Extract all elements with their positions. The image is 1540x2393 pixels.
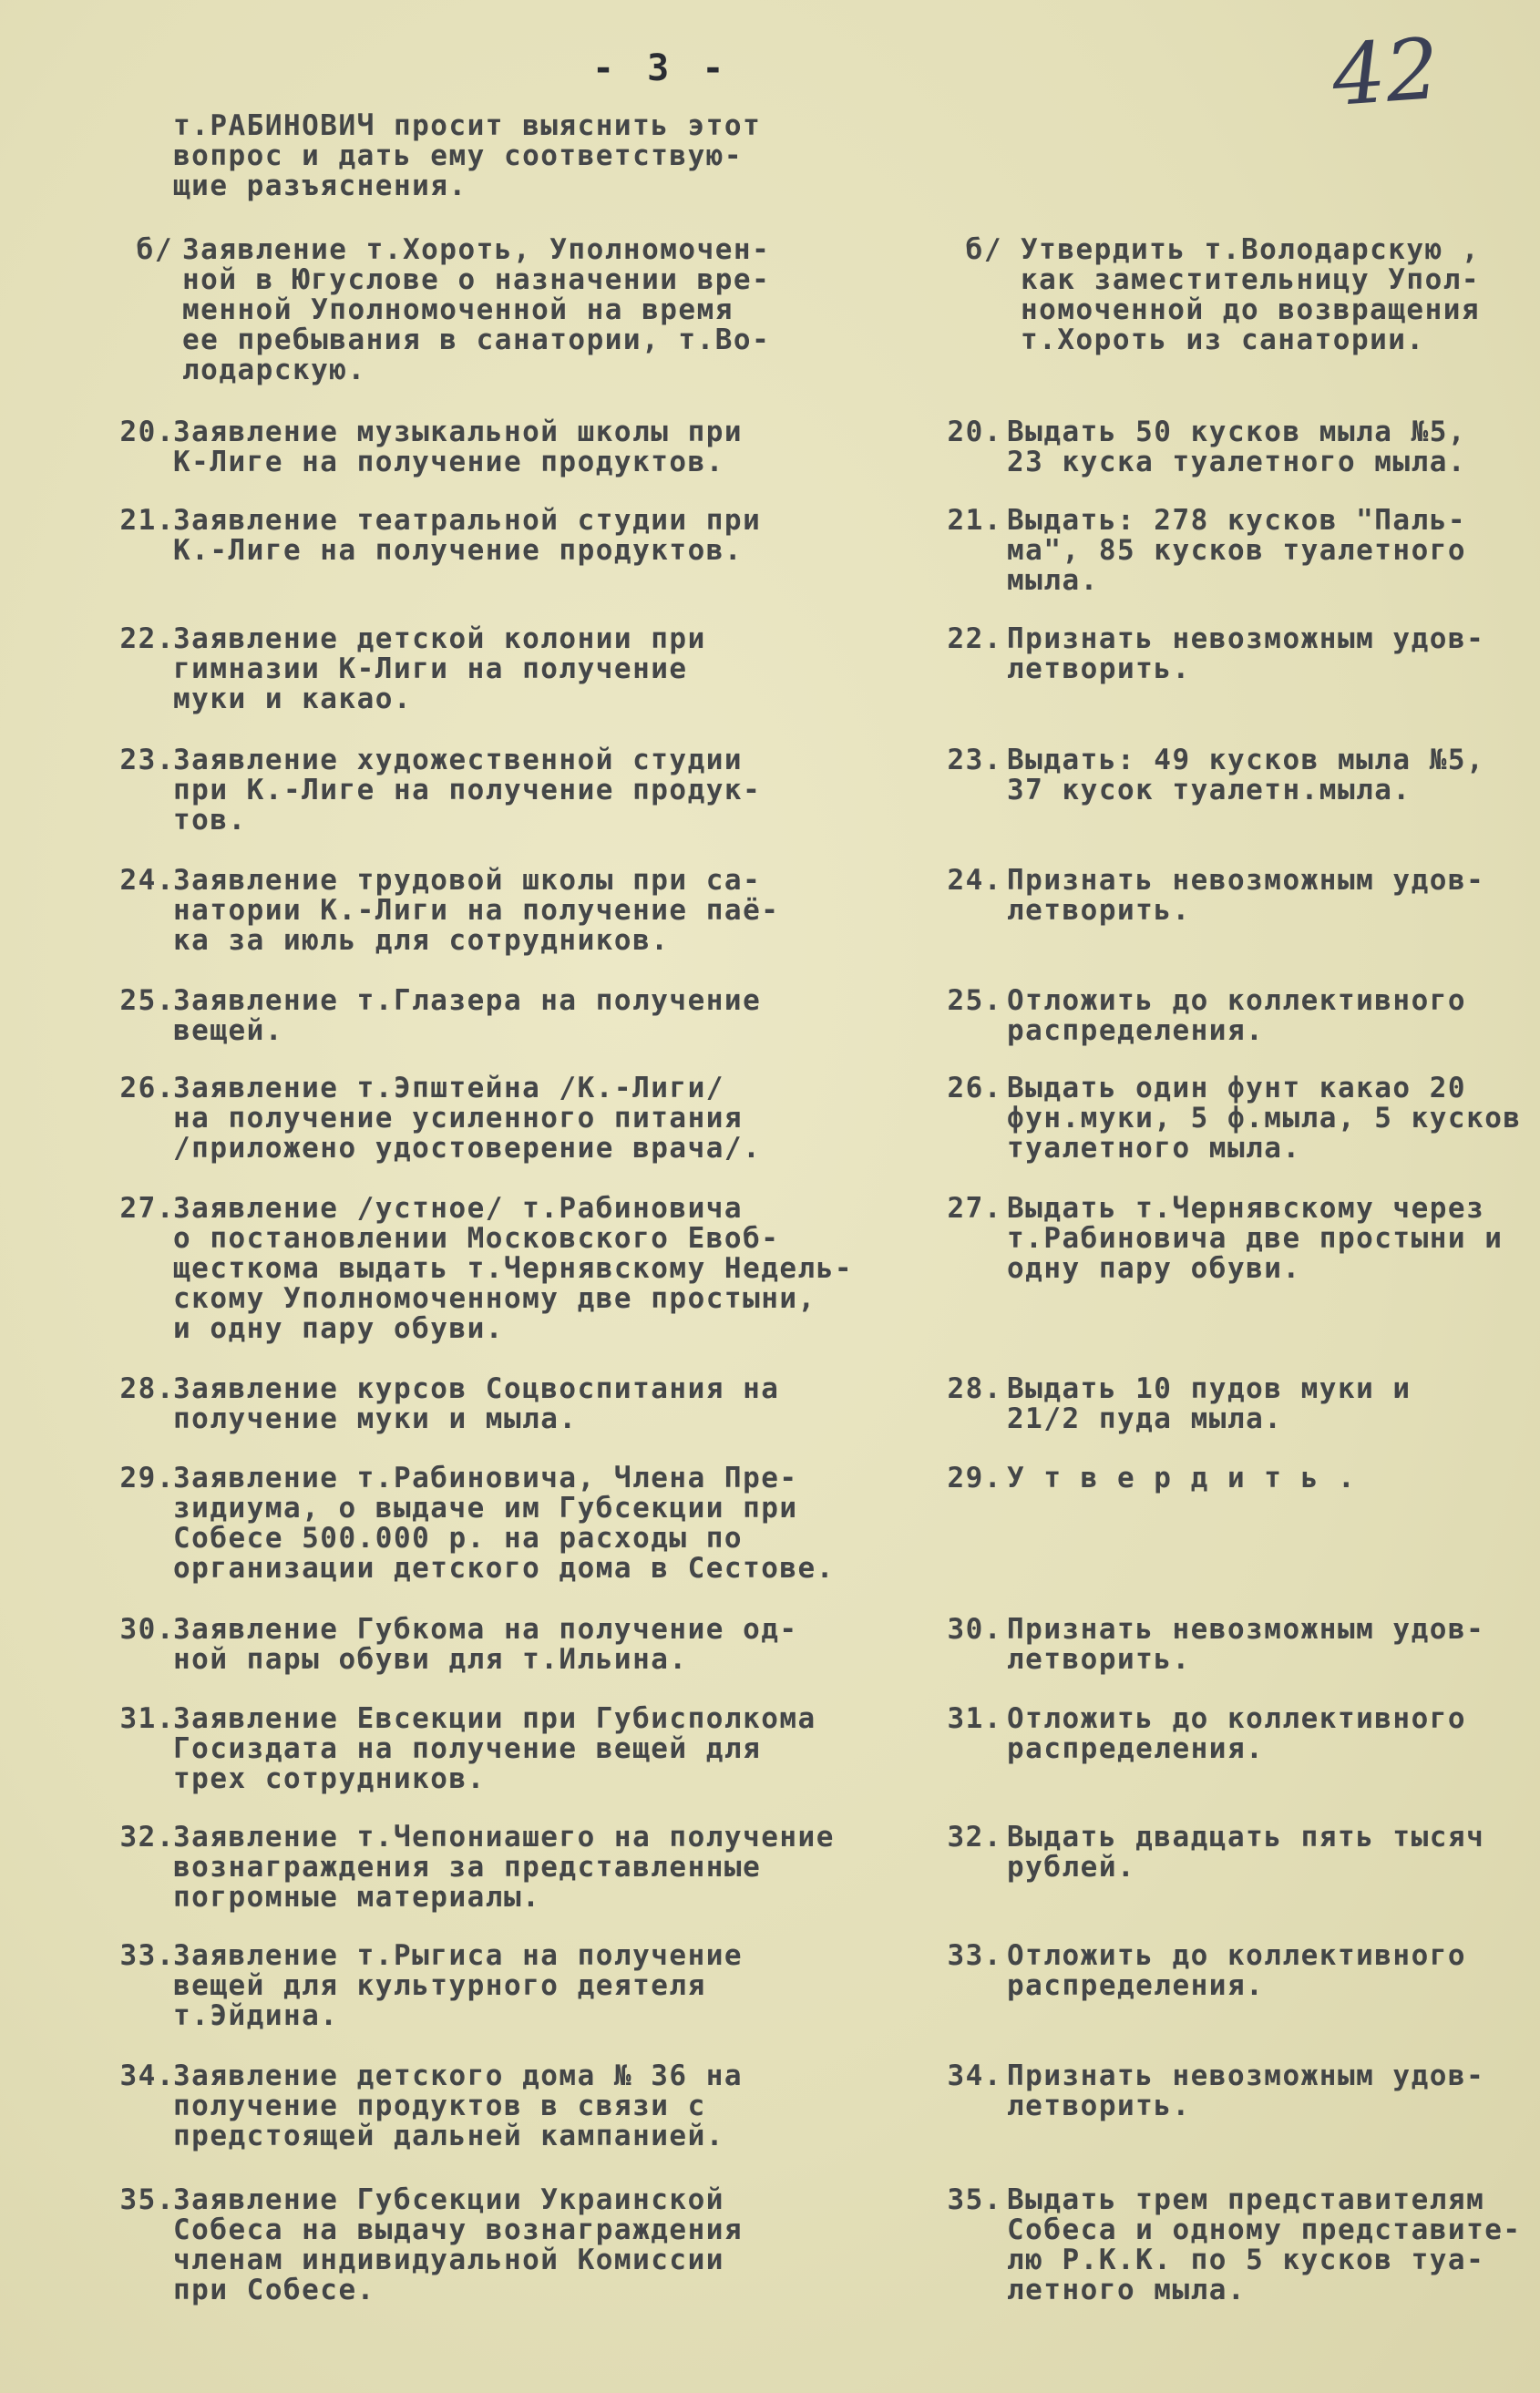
item-request: Заявление т.Глазера на получение вещей. — [173, 984, 762, 1047]
item-request: Заявление т.Хороть, Уполномочен- ной в Югуслове о назначении вре- менной Уполномоченной на время ее пребывания в санатории, т.Во- лодарскую. — [182, 233, 771, 386]
item-decision: Выдать т.Чернявскому через т.Рабиновича две простыни и одну пару обуви. — [1007, 1192, 1504, 1285]
item-number: 34. — [119, 2059, 175, 2092]
item-decision-number: б/ — [965, 233, 1002, 266]
item-request: Заявление Евсекции при Губисполкома Госиздата на получение вещей для трех сотрудников. — [173, 1702, 816, 1795]
item-request: Заявление трудовой школы при са- натории К.-Лиги на получение паё- ка за июль для сотрудников. — [173, 864, 780, 957]
item-number: 24. — [119, 864, 175, 897]
item-decision-number: 25. — [947, 984, 1002, 1017]
item-number: 31. — [119, 1702, 175, 1735]
item-decision: Отложить до коллективного распределения. — [1007, 1939, 1467, 2002]
item-decision: Утвердить т.Володарскую , как заместительницу Упол- номоченной до возвращения т.Хороть из санатории. — [1021, 233, 1481, 356]
item-decision: Выдать один фунт какао 20 фун.муки, 5 ф.мыла, 5 кусков туалетного мыла. — [1007, 1072, 1522, 1165]
item-request: Заявление Губкома на получение од- ной пары обуви для т.Ильина. — [173, 1613, 798, 1676]
item-number: 22. — [119, 622, 175, 655]
item-number: 33. — [119, 1939, 175, 1972]
item-decision: Признать невозможным удов- летворить. — [1007, 864, 1485, 927]
item-number: 25. — [119, 984, 175, 1017]
item-decision-number: 32. — [947, 1821, 1002, 1854]
item-number: 29. — [119, 1462, 175, 1494]
item-request: Заявление детского дома № 36 на получение продуктов в связи с предстоящей дальней кампанией. — [173, 2059, 744, 2152]
item-number: 26. — [119, 1072, 175, 1104]
item-decision-number: 28. — [947, 1372, 1002, 1405]
item-number: 28. — [119, 1372, 175, 1405]
item-decision-number: 33. — [947, 1939, 1002, 1972]
item-decision-number: 27. — [947, 1192, 1002, 1225]
item-request: Заявление т.Чепониашего на получение вознаграждения за представленные погромные материалы. — [173, 1821, 835, 1914]
item-request: Заявление детской колонии при гимназии К-Лиги на получение муки и какао. — [173, 622, 706, 715]
item-decision: Признать невозможным удов- летворить. — [1007, 622, 1485, 685]
item-decision-number: 21. — [947, 504, 1002, 537]
item-request: Заявление музыкальной школы при К-Лиге на получение продуктов. — [173, 416, 744, 478]
item-request: Заявление т.Эпштейна /К.-Лиги/ на получение усиленного питания /приложено удостоверение врача/. — [173, 1072, 762, 1165]
item-decision-number: 24. — [947, 864, 1002, 897]
page-number: - 3 - — [592, 47, 730, 89]
item-decision-number: 26. — [947, 1072, 1002, 1104]
item-decision: Выдать двадцать пять тысяч рублей. — [1007, 1821, 1485, 1884]
item-decision-number: 20. — [947, 416, 1002, 448]
item-decision: Выдать: 49 кусков мыла №5, 37 кусок туалетн.мыла. — [1007, 744, 1485, 806]
archive-number-handwritten: 42 — [1329, 20, 1442, 125]
item-request: Заявление Губсекции Украинской Собеса на выдачу вознаграждения членам индивидуальной Комиссии при Собесе. — [173, 2183, 744, 2306]
item-decision: Отложить до коллективного распределения. — [1007, 1702, 1467, 1765]
item-decision: Выдать 50 кусков мыла №5, 23 куска туалетного мыла. — [1007, 416, 1467, 478]
item-decision: Выдать 10 пудов муки и 21/2 пуда мыла. — [1007, 1372, 1412, 1435]
item-decision: Выдать: 278 кусков "Паль- ма", 85 кусков туалетного мыла. — [1007, 504, 1467, 597]
item-decision: Отложить до коллективного распределения. — [1007, 984, 1467, 1047]
item-number: 23. — [119, 744, 175, 776]
item-number: 21. — [119, 504, 175, 537]
item-request: Заявление т.Рабиновича, Члена Пре- зидиума, о выдаче им Губсекции при Собесе 500.000 р. на расходы по организации детского дома в Сестове. — [173, 1462, 835, 1585]
item-decision: Признать невозможным удов- летворить. — [1007, 2059, 1485, 2122]
item-number: 27. — [119, 1192, 175, 1225]
item-decision: Выдать трем представителям Собеса и одному представите- лю Р.К.К. по 5 кусков туа- летного мыла. — [1007, 2183, 1522, 2306]
item-request: Заявление художественной студии при К.-Лиге на получение продук- тов. — [173, 744, 762, 837]
item-number: б/ — [136, 233, 173, 266]
item-number: 30. — [119, 1613, 175, 1646]
item-request: Заявление /устное/ т.Рабиновича о постановлении Московского Евоб- щесткома выдать т.Чернявскому Недель- скому Уполномоченному две простыни, и одну пару обуви. — [173, 1192, 854, 1345]
item-decision: Признать невозможным удов- летворить. — [1007, 1613, 1485, 1676]
intro-paragraph: т.РАБИНОВИЧ просит выяснить этот вопрос и дать ему соответствую- щие разъяснения. — [173, 109, 762, 202]
item-decision-number: 35. — [947, 2183, 1002, 2216]
item-number: 20. — [119, 416, 175, 448]
item-decision-number: 22. — [947, 622, 1002, 655]
item-number: 35. — [119, 2183, 175, 2216]
item-number: 32. — [119, 1821, 175, 1854]
item-decision-number: 31. — [947, 1702, 1002, 1735]
item-decision-number: 29. — [947, 1462, 1002, 1494]
item-decision-number: 23. — [947, 744, 1002, 776]
item-decision-number: 30. — [947, 1613, 1002, 1646]
item-decision-number: 34. — [947, 2059, 1002, 2092]
item-request: Заявление т.Рыгиса на получение вещей для культурного деятеля т.Эйдина. — [173, 1939, 744, 2032]
item-decision: У т в е р д и т ь . — [1007, 1462, 1357, 1494]
item-request: Заявление курсов Соцвоспитания на получение муки и мыла. — [173, 1372, 780, 1435]
item-request: Заявление театральной студии при К.-Лиге на получение продуктов. — [173, 504, 762, 567]
